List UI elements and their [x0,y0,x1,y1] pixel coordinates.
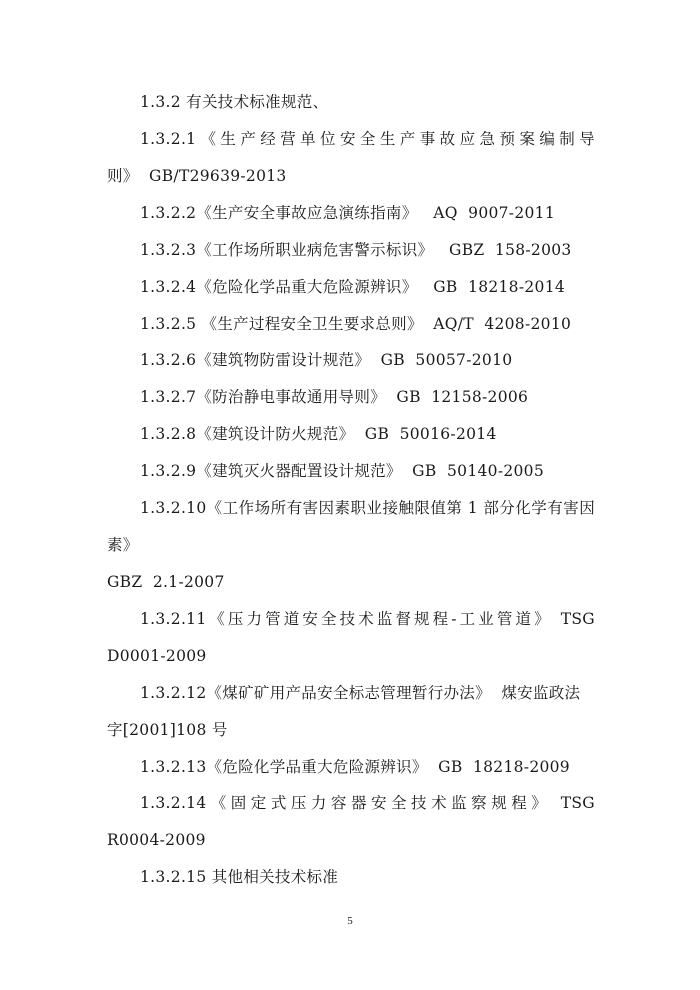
standard-item-5: 1.3.2.5 《生产过程安全卫生要求总则》 AQ/T 4208-2010 [140,315,572,333]
standard-item-6: 1.3.2.6《建筑物防雷设计规范》 GB 50057-2010 [140,351,513,369]
standard-item-7: 1.3.2.7《防治静电事故通用导则》 GB 12158-2006 [140,388,529,406]
section-heading: 1.3.2 有关技术标准规范、 [140,93,329,111]
standard-item-9: 1.3.2.9《建筑灭火器配置设计规范》 GB 50140-2005 [140,462,544,480]
standard-item-11-line2: D0001-2009 [107,647,207,665]
standard-item-12-line1: 1.3.2.12《煤矿矿用产品安全标志管理暂行办法》 煤安监政法 [140,684,581,702]
standard-item-2: 1.3.2.2《生产安全事故应急演练指南》 AQ 9007-2011 [140,204,555,222]
standard-item-11-line1: 1.3.2.11《压力管道安全技术监督规程-工业管道》 TSG [140,610,595,628]
standard-item-10-line2: 素》 [107,536,139,554]
standard-item-14-line2: R0004-2009 [107,831,206,849]
standard-item-10-line3: GBZ 2.1-2007 [107,573,225,591]
page-number: 5 [347,915,353,927]
standard-item-15: 1.3.2.15 其他相关技术标准 [140,868,339,886]
standard-item-8: 1.3.2.8《建筑设计防火规范》 GB 50016-2014 [140,425,497,443]
standard-item-13: 1.3.2.13《危险化学品重大危险源辨识》 GB 18218-2009 [140,758,570,776]
standard-item-10-line1: 1.3.2.10《工作场所有害因素职业接触限值第 1 部分化学有害因 [140,499,595,517]
standard-item-12-line2: 字[2001]108 号 [107,721,228,739]
standard-item-3: 1.3.2.3《工作场所职业病危害警示标识》 GBZ 158-2003 [140,241,572,259]
standard-item-1-line1: 1.3.2.1《生产经营单位安全生产事故应急预案编制导 [140,130,595,148]
standard-item-14-line1: 1.3.2.14《固定式压力容器安全技术监察规程》 TSG [140,794,595,812]
standard-item-1-line2: 则》 GB/T29639-2013 [107,167,287,185]
standard-item-4: 1.3.2.4《危险化学品重大危险源辨识》 GB 18218-2014 [140,278,566,296]
